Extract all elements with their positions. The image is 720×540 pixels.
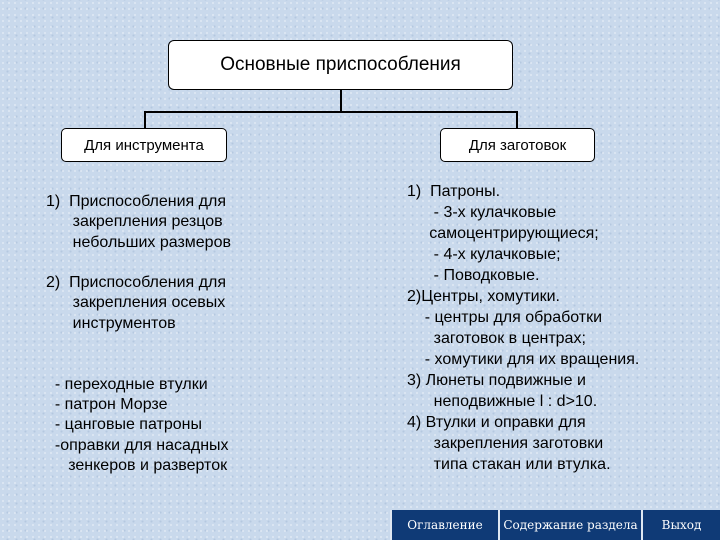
list-line: 3) Люнеты подвижные и xyxy=(407,372,586,389)
connector-root-stem xyxy=(340,90,342,112)
list-line: закрепления заготовки xyxy=(407,435,604,452)
exit-button[interactable]: Выход xyxy=(641,510,720,540)
section-contents-button[interactable]: Содержание раздела xyxy=(498,510,641,540)
list-line: 1) Приспособления для xyxy=(46,193,226,210)
list-line: типа стакан или втулка. xyxy=(407,456,611,473)
list-line: - центры для обработки xyxy=(407,309,603,326)
list-line xyxy=(46,353,231,373)
list-line: - 4-х кулачковые; xyxy=(407,246,561,263)
list-line xyxy=(46,252,231,272)
connector-left-drop xyxy=(144,111,146,129)
root-node xyxy=(168,40,513,90)
navigation-bar xyxy=(390,510,720,540)
workpiece-fixtures-node xyxy=(440,128,595,162)
tool-fixtures-label: Для инструмента xyxy=(84,136,204,154)
list-line: - переходные втулки xyxy=(46,375,208,393)
list-line: - цанговые патроны xyxy=(46,416,202,434)
list-line: 2)Центры, хомутики. xyxy=(407,288,560,305)
list-line: 2) Приспособления для xyxy=(46,274,226,292)
list-line xyxy=(46,333,231,353)
list-line: - 3-х кулачковые xyxy=(407,204,557,221)
list-line: - Поводковые. xyxy=(407,267,540,284)
connector-right-drop xyxy=(516,111,518,129)
list-line: небольших размеров xyxy=(46,233,231,251)
list-line: 4) Втулки и оправки для xyxy=(407,414,586,431)
list-line: закрепления резцов xyxy=(46,213,223,231)
tool-fixtures-node xyxy=(61,128,227,162)
list-line: - патрон Морзе xyxy=(46,395,168,413)
list-line: неподвижные l : d>10. xyxy=(407,393,598,410)
root-node-label: Основные приспособления xyxy=(220,54,461,75)
connector-horizontal xyxy=(144,111,518,113)
workpiece-fixtures-list xyxy=(407,181,639,475)
list-line: - хомутики для их вращения. xyxy=(407,351,640,368)
tool-fixtures-list xyxy=(46,191,231,475)
list-line: закрепления осевых xyxy=(46,294,226,312)
workpiece-fixtures-label: Для заготовок xyxy=(468,136,567,154)
list-line: инструментов xyxy=(46,314,176,332)
list-line: заготовок в центрах; xyxy=(407,330,586,347)
contents-button[interactable]: Оглавление xyxy=(390,510,498,540)
list-line: 1) Патроны. xyxy=(407,183,501,200)
list-line: -оправки для насадных xyxy=(46,436,229,454)
list-line: самоцентрирующиеся; xyxy=(407,225,599,242)
list-line: зенкеров и разверток xyxy=(46,456,228,474)
